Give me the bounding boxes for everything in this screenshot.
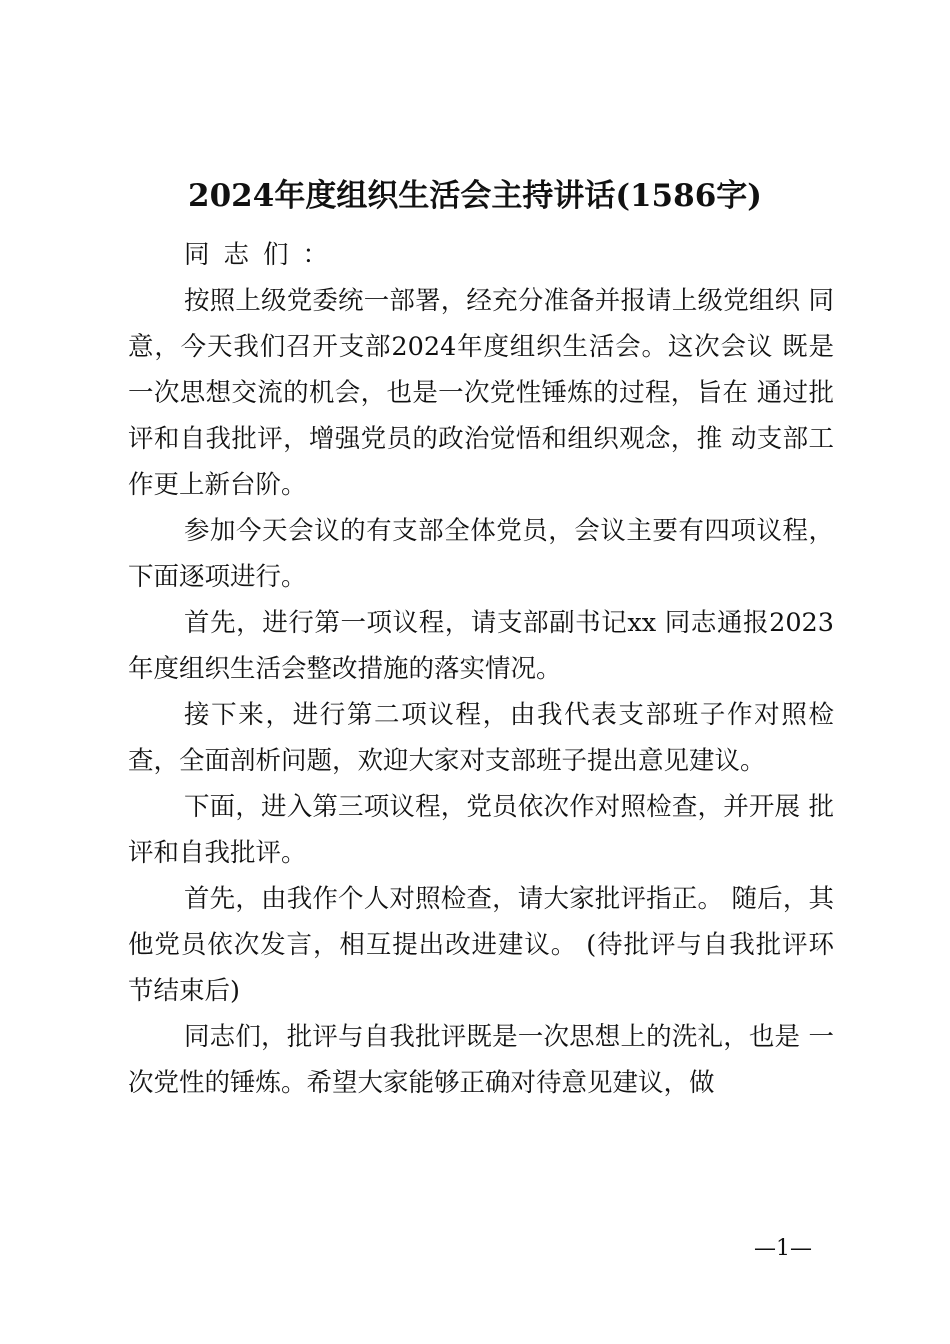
salutation: 同志们： [184,240,343,270]
paragraph-7: 同志们，批评与自我批评既是一次思想上的洗礼，也是 一次党性的锤炼。希望大家能够正确对待意见建议，做 [128,1022,834,1098]
paragraph-1: 按照上级党委统一部署，经充分准备并报请上级党组织 同意，今天我们召开支部2024年度组织生活会。这次会议 既是一次思想交流的机会，也是一次党性锤炼的过程，旨在 通过批评和自我批评，增强党员的政治觉悟和组织观念，推 动支部工作更上新台阶。 [128,286,834,500]
paragraph-5: 下面，进入第三项议程，党员依次作对照检查，并开展 批评和自我批评。 [128,792,834,868]
paragraph-2: 参加今天会议的有支部全体党员，会议主要有四项议程， 下面逐项进行。 [128,516,834,592]
page-number: —1— [754,1236,812,1261]
paragraph-3: 首先，进行第一项议程，请支部副书记xx 同志通报2023年度组织生活会整改措施的落实情况。 [128,608,834,684]
paragraph-4: 接下来，进行第二项议程，由我代表支部班子作对照检 查，全面剖析问题，欢迎大家对支部班子提出意见建议。 [128,700,834,776]
document-title: 2024年度组织生活会主持讲话(1586字) [188,178,762,214]
document-body [128,232,834,1106]
paragraph-6: 首先，由我作个人对照检查，请大家批评指正。 随后，其他党员依次发言，相互提出改进建议。 (待批评与自我批评环节结束后) [128,884,834,1006]
